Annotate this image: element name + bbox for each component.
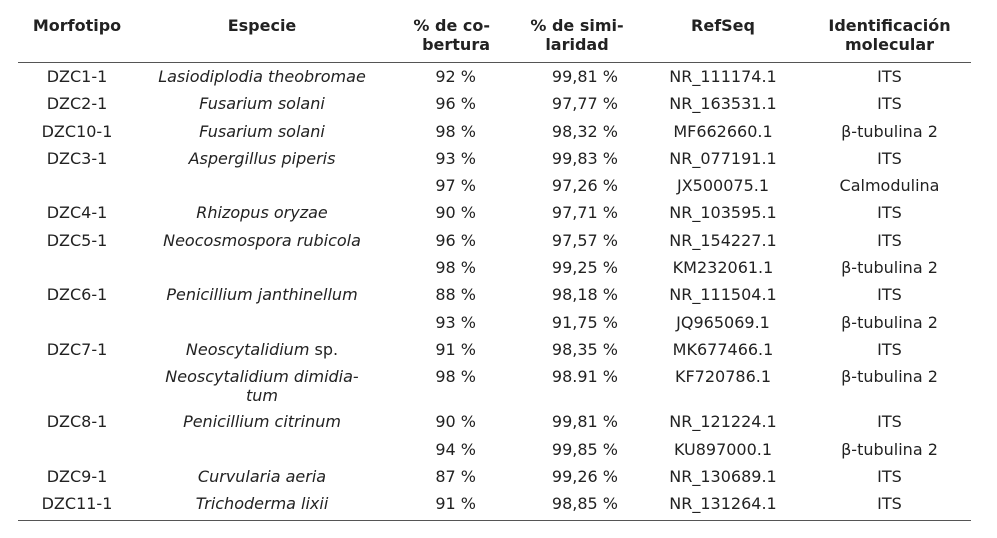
- cell-cobertura: 98 %: [435, 258, 476, 278]
- cell-identificacion: ITS: [877, 339, 902, 359]
- cell-especie: [140, 203, 384, 222]
- cell-similaridad: 98,35 %: [551, 339, 618, 359]
- cell-similaridad: 99,85 %: [551, 439, 618, 459]
- table-row: [18, 336, 971, 363]
- especie-name: Neocosmospora rubicola: [163, 230, 361, 250]
- especie-name: Neoscytalidium dimidia-: [165, 367, 359, 387]
- cell-morfotipo: DZC2-1: [46, 94, 108, 114]
- table-row: [18, 254, 971, 281]
- cell-morfotipo: DZC6-1: [46, 285, 108, 305]
- table-row: [18, 490, 971, 517]
- cell-similaridad: 97,77 %: [551, 94, 618, 114]
- cell-identificacion: ITS: [877, 230, 902, 250]
- header-cobertura: [388, 16, 490, 54]
- cell-morfotipo: DZC8-1: [46, 412, 108, 432]
- cell-refseq: KU897000.1: [673, 439, 773, 459]
- especie-name: Rhizopus oryzae: [196, 203, 328, 223]
- cell-especie: [140, 94, 384, 113]
- header-identificacion: [808, 16, 971, 54]
- especie-name: Penicillium citrinum: [183, 412, 341, 432]
- cell-similaridad: 98,18 %: [551, 285, 618, 305]
- cell-identificacion: ITS: [877, 67, 902, 86]
- cell-morfotipo: DZC1-1: [46, 67, 108, 86]
- cell-refseq: NR_121224.1: [669, 412, 777, 432]
- table-row: [18, 199, 971, 226]
- molecular-identification-table: [18, 12, 971, 517]
- cell-refseq: NR_111174.1: [669, 67, 777, 86]
- cell-especie: [140, 340, 384, 359]
- cell-identificacion: ITS: [877, 412, 902, 432]
- cell-similaridad: 97,57 %: [551, 230, 618, 250]
- table-row: [18, 363, 971, 408]
- cell-morfotipo: DZC7-1: [46, 339, 108, 359]
- cell-refseq: NR_111504.1: [669, 285, 777, 305]
- cell-cobertura: 96 %: [435, 230, 476, 250]
- cell-especie: [140, 231, 384, 250]
- cell-identificacion: ITS: [877, 285, 902, 305]
- header-cobertura-line1: % de co-: [413, 16, 490, 35]
- header-morfotipo: Morfotipo: [32, 16, 122, 35]
- cell-refseq: NR_131264.1: [669, 494, 777, 514]
- cell-cobertura: 91 %: [435, 494, 476, 514]
- header-especie: Especie: [227, 16, 297, 35]
- cell-morfotipo: DZC11-1: [41, 494, 113, 514]
- especie-name: Trichoderma lixii: [195, 494, 329, 514]
- cell-identificacion: β-tubulina 2: [841, 312, 938, 332]
- cell-refseq: JQ965069.1: [676, 312, 770, 332]
- cell-cobertura: 91 %: [435, 339, 476, 359]
- table-row: [18, 63, 971, 90]
- cell-similaridad: 99,26 %: [551, 466, 618, 486]
- cell-identificacion: β-tubulina 2: [841, 367, 938, 387]
- cell-morfotipo: DZC10-1: [41, 121, 113, 141]
- especie-name-line2: tum: [246, 386, 278, 406]
- cell-refseq: KM232061.1: [672, 258, 774, 278]
- cell-cobertura: 90 %: [435, 203, 476, 223]
- cell-similaridad: 99,83 %: [551, 148, 618, 168]
- table-bottom-rule: [18, 520, 971, 521]
- cell-cobertura: 96 %: [435, 94, 476, 114]
- cell-similaridad: 99,81 %: [551, 412, 618, 432]
- table-row: [18, 172, 971, 199]
- cell-especie: [140, 467, 384, 486]
- cell-morfotipo: DZC5-1: [46, 230, 108, 250]
- table-row: [18, 309, 971, 336]
- cell-cobertura: 88 %: [435, 285, 476, 305]
- cell-identificacion: ITS: [877, 494, 902, 514]
- header-ident-line1: Identificación: [828, 16, 951, 35]
- table-row: [18, 281, 971, 308]
- cell-refseq: NR_077191.1: [669, 148, 777, 168]
- table-row: [18, 227, 971, 254]
- table-header: [18, 12, 971, 63]
- cell-refseq: MF662660.1: [673, 121, 773, 141]
- cell-especie: [140, 67, 384, 86]
- table-row: [18, 118, 971, 145]
- cell-morfotipo: DZC4-1: [46, 203, 108, 223]
- especie-name: Aspergillus piperis: [188, 148, 336, 168]
- cell-identificacion: ITS: [877, 203, 902, 223]
- cell-refseq: NR_103595.1: [669, 203, 777, 223]
- cell-cobertura: 98 %: [435, 367, 476, 387]
- cell-identificacion: ITS: [877, 94, 902, 114]
- cell-identificacion: β-tubulina 2: [841, 121, 938, 141]
- cell-similaridad: 97,71 %: [551, 203, 618, 223]
- cell-cobertura: 94 %: [435, 439, 476, 459]
- header-cobertura-line2: bertura: [422, 35, 490, 54]
- especie-suffix: sp.: [314, 339, 339, 359]
- cell-similaridad: 97,26 %: [551, 176, 618, 196]
- especie-name: Neoscytalidium: [185, 339, 310, 359]
- cell-similaridad: 99,25 %: [551, 258, 618, 278]
- cell-refseq: NR_130689.1: [669, 466, 777, 486]
- cell-similaridad: 98,85 %: [551, 494, 618, 514]
- cell-identificacion: Calmodulina: [839, 176, 940, 196]
- cell-cobertura: 98 %: [435, 121, 476, 141]
- header-refseq: RefSeq: [691, 16, 755, 35]
- cell-refseq: MK677466.1: [672, 339, 774, 359]
- especie-name: Penicillium janthinellum: [166, 285, 358, 305]
- cell-similaridad: 91,75 %: [551, 312, 618, 332]
- cell-especie: [140, 149, 384, 168]
- cell-identificacion: β-tubulina 2: [841, 258, 938, 278]
- cell-similaridad: 98,32 %: [551, 121, 618, 141]
- table-row: [18, 90, 971, 117]
- cell-similaridad: 99,81 %: [551, 67, 618, 86]
- cell-identificacion: ITS: [877, 148, 902, 168]
- cell-cobertura: 97 %: [435, 176, 476, 196]
- table-row: [18, 408, 971, 435]
- cell-cobertura: 90 %: [435, 412, 476, 432]
- cell-cobertura: 87 %: [435, 466, 476, 486]
- cell-refseq: NR_163531.1: [669, 94, 777, 114]
- table-row: [18, 463, 971, 490]
- cell-cobertura: 93 %: [435, 148, 476, 168]
- header-similaridad-line1: % de simi-: [530, 16, 624, 35]
- especie-name: Lasiodiplodia theobromae: [158, 67, 366, 86]
- cell-morfotipo: DZC3-1: [46, 148, 108, 168]
- cell-identificacion: ITS: [877, 466, 902, 486]
- table-row: [18, 436, 971, 463]
- cell-identificacion: β-tubulina 2: [841, 439, 938, 459]
- table-body: [18, 63, 971, 517]
- cell-especie: [140, 412, 384, 431]
- cell-cobertura: 93 %: [435, 312, 476, 332]
- cell-refseq: NR_154227.1: [669, 230, 777, 250]
- table-row: [18, 145, 971, 172]
- especie-name: Fusarium solani: [199, 121, 325, 141]
- cell-especie: [140, 494, 384, 513]
- especie-name: Curvularia aeria: [197, 466, 327, 486]
- header-similaridad-line2: laridad: [545, 35, 609, 54]
- cell-refseq: KF720786.1: [674, 367, 772, 387]
- cell-cobertura: 92 %: [435, 67, 476, 86]
- cell-especie: [140, 367, 384, 405]
- cell-morfotipo: DZC9-1: [46, 466, 108, 486]
- cell-especie: [140, 122, 384, 141]
- especie-name: Fusarium solani: [199, 94, 325, 114]
- header-similaridad: [512, 16, 642, 54]
- cell-similaridad: 98.91 %: [551, 367, 618, 387]
- cell-especie: [140, 285, 384, 304]
- header-ident-line2: molecular: [844, 35, 935, 54]
- cell-refseq: JX500075.1: [676, 176, 770, 196]
